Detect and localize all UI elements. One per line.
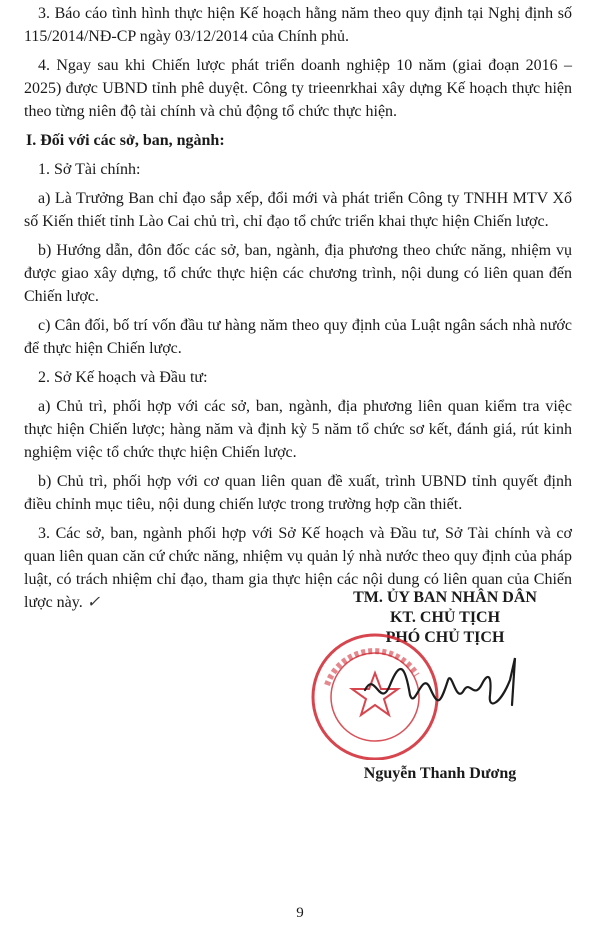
finance-item-a: a) Là Trưởng Ban chỉ đạo sắp xếp, đổi mới và phát triển Công ty TNHH MTV Xổ số Kiến thiết tỉnh Lào Cai chủ trì, chỉ đạo tổ chức triển khai thực hiện Chiến lược. — [24, 190, 572, 230]
signature-title: PHÓ CHỦ TỊCH — [385, 629, 505, 646]
finance-item-c: c) Cân đối, bố trí vốn đầu tư hàng năm theo quy định của Luật ngân sách nhà nước để thực hiện Chiến lược. — [24, 317, 572, 357]
handwritten-signature-icon — [360, 650, 520, 720]
subsection-title-finance: 1. Sở Tài chính: — [38, 161, 141, 178]
page-number: 9 — [296, 905, 304, 921]
coordination-text: 3. Các sở, ban, ngành phối hợp với Sở Kế hoạch và Đầu tư, Sở Tài chính và cơ quan liên quan căn cứ chức năng, nhiệm vụ quản lý nhà nước theo quy định của pháp luật, có trách nhiệm chỉ đạo, tham gia thực hiện các nội dung có liên quan của Chiến lược này. — [24, 525, 572, 611]
signer-name: Nguyễn Thanh Dương — [363, 765, 517, 782]
paragraph-report: 3. Báo cáo tình hình thực hiện Kế hoạch hằng năm theo quy định tại Nghị định số 115/2014/NĐ-CP ngày 03/12/2014 của Chính phủ. — [24, 5, 572, 45]
paragraph-plan: 4. Ngay sau khi Chiến lược phát triển doanh nghiệp 10 năm (giai đoạn 2016 – 2025) được UBND tỉnh phê duyệt. Công ty trieenrkhai xây dựng Kế hoạch thực hiện theo từng niên độ tài chính và chủ động tổ chức thực hiện. — [24, 57, 572, 120]
finance-item-b: b) Hướng dẫn, đôn đốc các sở, ban, ngành, địa phương theo chức năng, nhiệm vụ được giao xây dựng, tổ chức thực hiện các chương trình, nội dung có liên quan đến Chiến lược. — [24, 242, 572, 305]
subsection-title-planning: 2. Sở Kế hoạch và Đầu tư: — [38, 369, 208, 386]
document-body — [24, 2, 572, 620]
planning-item-a: a) Chủ trì, phối hợp với các sở, ban, ngành, địa phương liên quan kiểm tra việc thực hiện Chiến lược; hàng năm và định kỳ 5 năm tổ chức sơ kết, đánh giá, rút kinh nghiệm việc tổ chức thực hiện Chiến lược. — [24, 398, 572, 461]
signature-org: TM. ỦY BAN NHÂN DÂN — [353, 589, 537, 606]
initial-mark: ✓ — [82, 594, 101, 611]
planning-item-b: b) Chủ trì, phối hợp với cơ quan liên quan đề xuất, trình UBND tỉnh quyết định điều chỉnh mục tiêu, nội dung chiến lược trong trường hợp cần thiết. — [24, 473, 572, 513]
section-heading: I. Đối với các sở, ban, ngành: — [26, 132, 225, 149]
signature-role: KT. CHỦ TỊCH — [389, 609, 501, 626]
